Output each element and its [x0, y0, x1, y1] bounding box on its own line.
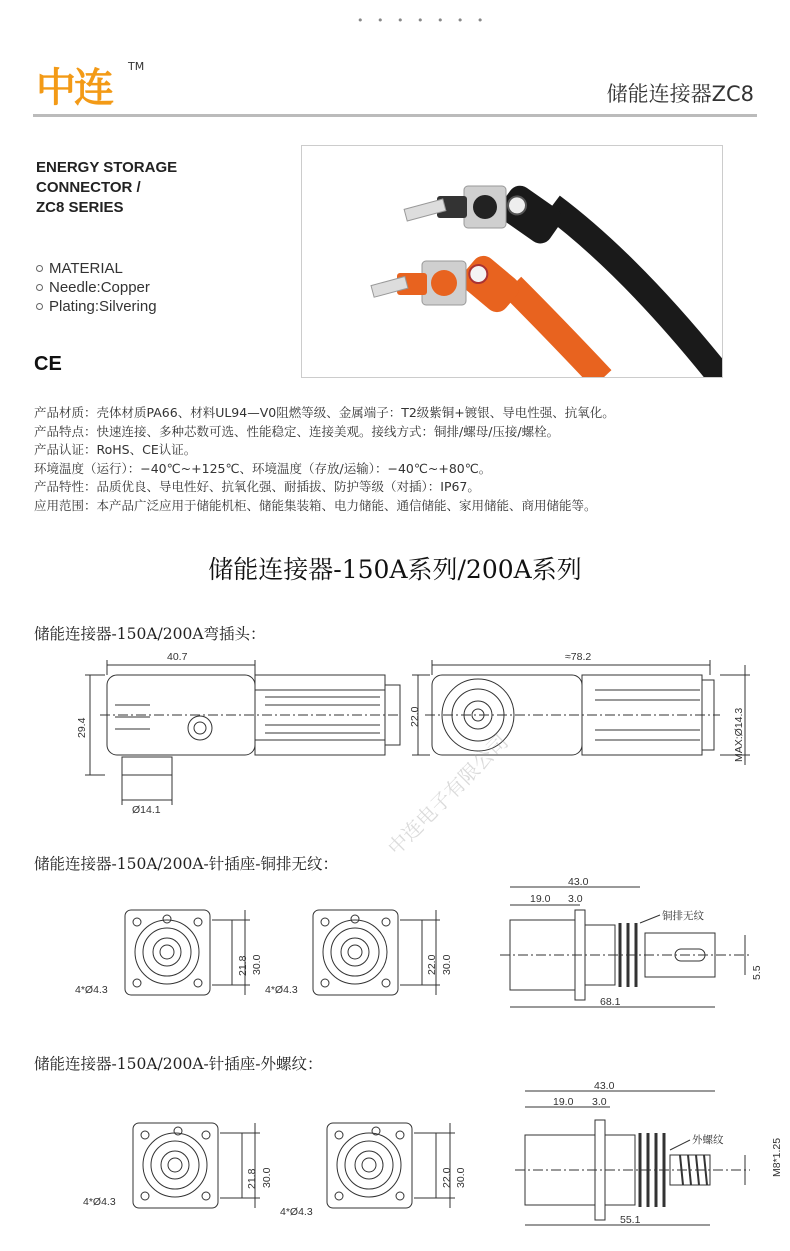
bullet-icon [36, 265, 43, 272]
page-title: 储能连接器ZC8 [606, 82, 754, 106]
dim-a: 19.0 [530, 893, 551, 905]
material-text: Needle:Copper [49, 279, 150, 296]
dim-length: ≈78.2 [565, 651, 592, 663]
spec-list [34, 404, 615, 516]
material-list [36, 259, 157, 316]
dim-max: MAX:Ø14.3 [733, 707, 745, 762]
dim-total: 43.0 [594, 1080, 615, 1092]
socket-busbar-drawing [0, 875, 790, 1025]
dim-b: 3.0 [568, 893, 583, 905]
dim-len: 68.1 [600, 996, 621, 1008]
dim-hole: 4*Ø4.3 [83, 1196, 116, 1208]
dim-hole: 4*Ø4.3 [280, 1206, 313, 1218]
bullet-icon [36, 303, 43, 310]
ce-mark-icon: CE [34, 353, 62, 375]
dim-inner: 22.0 [441, 1167, 453, 1188]
spec-line: 产品认证：RoHS、CE认证。 [34, 442, 197, 458]
dim-outer: 30.0 [441, 954, 453, 975]
brand-logo: 中连 [36, 65, 112, 111]
note-label: 铜排无纹 [662, 910, 704, 922]
spec-line: 环境温度（运行）：−40℃~+125℃、环境温度（存放/运输）：−40℃~+80℃。 [34, 460, 492, 476]
watermark: 中连电子有限公司 [382, 729, 513, 860]
english-title [36, 158, 177, 218]
dim-hole: 4*Ø4.3 [75, 984, 108, 996]
right-angle-plug-drawing [0, 645, 790, 825]
note-label: 外螺纹 [692, 1134, 724, 1146]
dim-diameter: Ø14.1 [132, 804, 161, 816]
material-text: Plating:Silvering [49, 298, 157, 315]
material-item [36, 259, 157, 278]
dim-len: 55.1 [620, 1214, 641, 1226]
dim-h2: 22.0 [409, 706, 421, 727]
trademark-mark: TM [128, 60, 145, 73]
dim-height: 29.4 [76, 717, 88, 738]
dim-b: 3.0 [592, 1096, 607, 1108]
dim-outer: 30.0 [251, 954, 263, 975]
dim-thread: M8*1.25 [771, 1137, 783, 1177]
english-title-line: ENERGY STORAGE [36, 159, 178, 176]
dim-outer: 30.0 [261, 1167, 273, 1188]
spec-line: 应用范围：本产品广泛应用于储能机柜、储能集装箱、电力储能、通信储能、家用储能、商用储能等。 [34, 497, 597, 513]
english-title-line: CONNECTOR / [36, 179, 141, 196]
dim-outer: 30.0 [455, 1167, 467, 1188]
drawing-subtitle: 储能连接器-150A/200A-针插座-外螺纹： [34, 1055, 323, 1073]
dim-inner: 22.0 [426, 954, 438, 975]
dim-w: 5.5 [751, 965, 763, 980]
spec-line: 产品特点：快速连接、多种芯数可选、性能稳定、连接美观。接线方式：铜排/螺母/压接/螺栓。 [34, 423, 560, 439]
drawing-subtitle: 储能连接器-150A/200A-针插座-铜排无纹： [34, 855, 338, 873]
spec-line: 产品特性：品质优良、导电性好、抗氧化强、耐插拔、防护等级（对插）：IP67。 [34, 479, 480, 495]
dim-width: 40.7 [167, 651, 188, 663]
section-title: 储能连接器-150A系列/200A系列 [208, 555, 582, 584]
page-dots: • • • • • • • [357, 14, 489, 27]
dim-hole: 4*Ø4.3 [265, 984, 298, 996]
drawing-subtitle: 储能连接器-150A/200A弯插头： [34, 625, 266, 643]
spec-line: 产品材质：壳体材质PA66、材料UL94—V0阻燃等级、金属端子：T2级紫铜+镀银、导电性强、抗氧化。 [34, 405, 615, 420]
bullet-icon [36, 284, 43, 291]
product-photo [301, 145, 723, 378]
dim-inner: 21.8 [246, 1168, 258, 1189]
header-divider [33, 114, 757, 117]
socket-thread-drawing [0, 1075, 790, 1245]
material-item [36, 278, 157, 297]
dim-inner: 21.8 [237, 955, 249, 976]
dim-total: 43.0 [568, 876, 589, 888]
english-title-line: ZC8 SERIES [36, 199, 124, 216]
material-text: MATERIAL [49, 260, 123, 277]
material-item [36, 297, 157, 316]
dim-a: 19.0 [553, 1096, 574, 1108]
